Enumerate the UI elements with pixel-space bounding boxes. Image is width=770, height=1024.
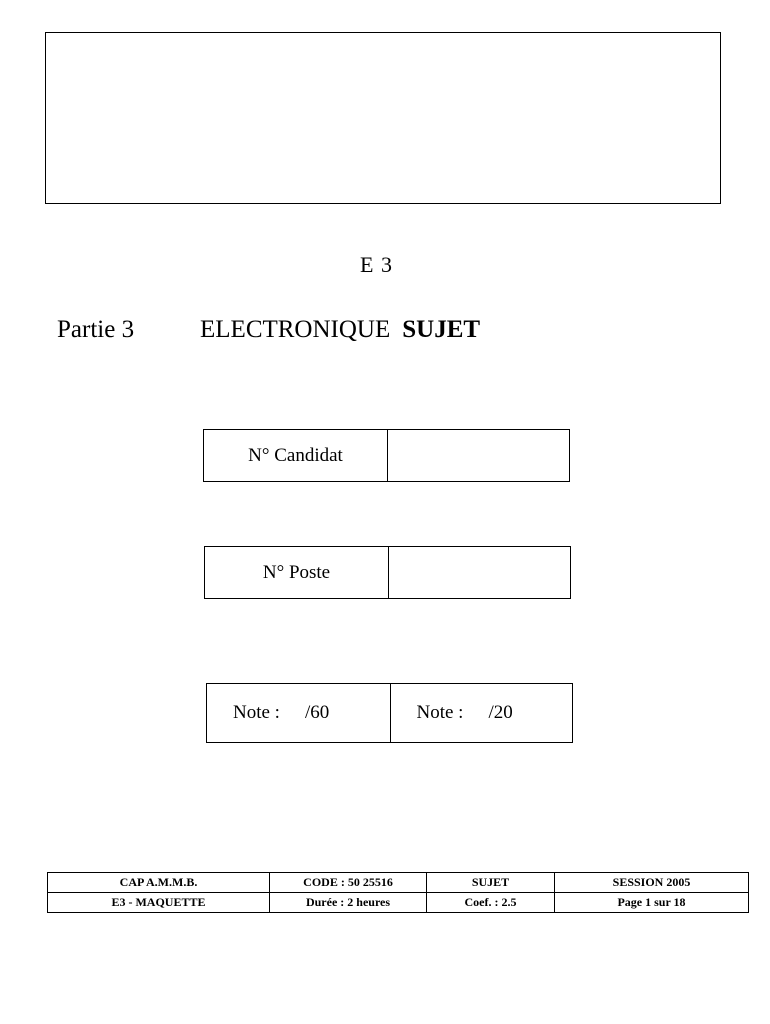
part-label: Partie 3: [57, 316, 135, 343]
subject-name: ELECTRONIQUE: [200, 316, 391, 343]
grade-label: Note :: [416, 702, 464, 723]
grade-20-cell[interactable]: [390, 684, 573, 742]
page-number-cell: Page 1 sur 18: [555, 893, 749, 913]
coefficient-cell: Coef. : 2.5: [427, 893, 555, 913]
post-number-label: N° Poste: [262, 561, 331, 583]
header-frame: [45, 32, 721, 204]
footer-info-table: [47, 872, 749, 913]
grades-box: [206, 683, 573, 743]
post-number-box: [204, 546, 571, 599]
grade-scale: /60: [305, 702, 330, 723]
table-row: [48, 893, 749, 913]
grade-scale: /20: [488, 702, 513, 723]
doc-type-cell: SUJET: [427, 873, 555, 893]
candidate-number-box: [203, 429, 570, 482]
session-cell: SESSION 2005: [555, 873, 749, 893]
table-row: [48, 873, 749, 893]
candidate-number-field[interactable]: [387, 430, 569, 481]
grade-label: Note :: [233, 702, 280, 723]
grade-60-cell[interactable]: [207, 684, 390, 742]
duration-cell: Durée : 2 heures: [270, 893, 427, 913]
exam-title-cell: CAP A.M.M.B.: [48, 873, 270, 893]
exam-part-cell: E3 - MAQUETTE: [48, 893, 270, 913]
document-type: SUJET: [402, 316, 481, 343]
part-title: [57, 316, 480, 344]
exam-code: E 3: [360, 252, 393, 277]
exam-code-cell: CODE : 50 25516: [270, 873, 427, 893]
post-number-field[interactable]: [388, 547, 570, 598]
candidate-number-label: N° Candidat: [248, 444, 343, 466]
